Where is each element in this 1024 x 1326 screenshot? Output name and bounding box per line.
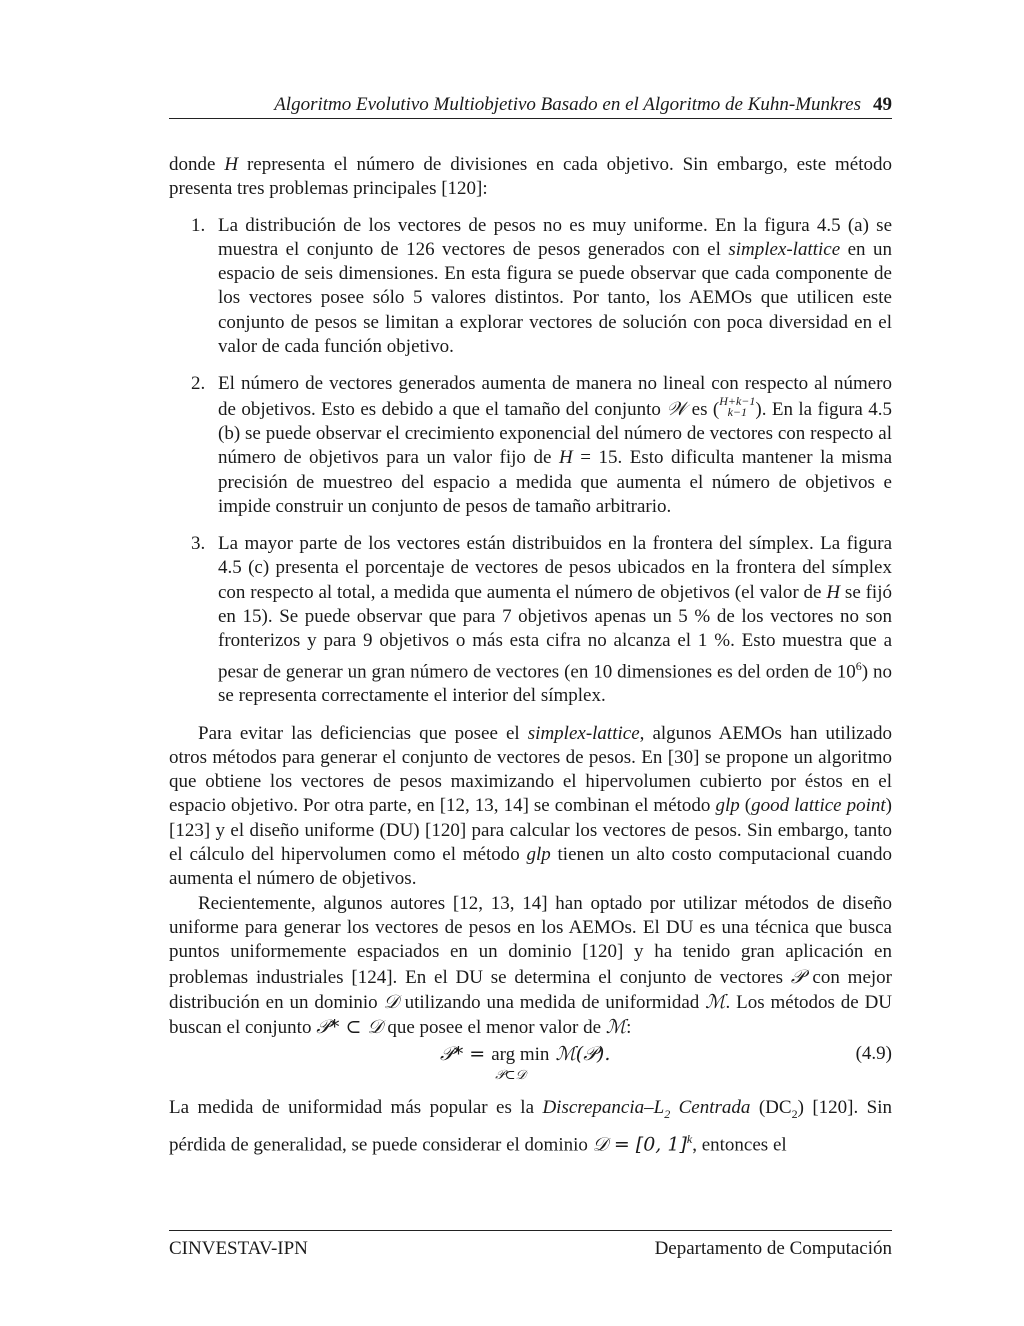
display-equation [169,1042,892,1092]
problem-list [169,214,892,709]
binomial: H+k−1 k−1 [719,394,756,420]
list-item: 1. La distribución de los vectores de pesos no es muy uniforme. En la figura 4.5 (a) se muestra el conjunto de 126 vectores de pesos generados con el simplex-lattice en un espacio de seis dimensiones. En esta figura se puede observar que cada componente de los vectores posee sólo 5 valores distintos. Por tanto, los AEMOs que utilicen este conjunto de pesos se limitan a explorar vectores de solución con poca diversidad en el valor de cada función objetivo. [191,214,892,358]
header-rule [169,118,892,119]
footer-left: CINVESTAV-IPN [169,1238,308,1259]
header-title: Algoritmo Evolutivo Multiobjetivo Basado en el Algoritmo de Kuhn-Munkres [274,94,861,115]
list-item: 3. La mayor parte de los vectores están distribuidos en la frontera del símplex. La figura 4.5 (c) presenta el porcentaje de vectores de pesos ubicados en la frontera del símplex con respecto al total, a medida que aumenta el número de objetivos (el valor de H se fijó en 15). Se puede observar que para 7 objetivos apenas un 5 % de los vectores no son fronterizos y para 9 objetivos o más esta cifra no alcanza el 1 %. Esto muestra que a pesar de generar un gran número de vectores (en 10 dimensiones es del orden de $10^6$) no se representa correctamente el interior del símplex. [191,533,892,707]
paragraph: Para evitar las deficiencias que posee el simplex-lattice, algunos AEMOs han utilizado otros métodos para generar el conjunto de vectores de pesos. En [30] se propone un algoritmo que obtiene los vectores de pesos maximizando el hipervolumen cubierto por éstos en el espacio objetivo. Por otra parte, en [12, 13, 14] se combinan el método glp (good lattice point) [123] y el diseño uniforme (DU) [120] para calcular los vectores de pesos. Sin embargo, tanto el cálculo del hipervolumen como el método glp tienen un alto costo computacional cuando aumenta el número de objetivos. [169,722,893,890]
page-number: 49 [873,94,892,115]
document-page [169,0,892,1326]
paragraph: Recientemente, algunos autores [12, 13, 14] han optado por utilizar métodos de diseño uniforme para generar los vectores de pesos en los AEMOs. El DU es una técnica que busca puntos uniformemente espaciados en un dominio [120] y ha tenido gran aplicación en problemas industriales [124]. En el DU se determina el conjunto de vectores 𝒫 con mejor distribución en un dominio 𝒟 utilizando una medida de uniformidad ℳ. Los métodos de DU buscan el conjunto 𝒫* ⊂ 𝒟 que posee el menor valor de ℳ: [169,892,893,1039]
list-item-number: 1. [191,214,206,236]
footer-rule [169,1230,892,1231]
intro-paragraph: donde H representa el número de divisiones en cada objetivo. Sin embargo, este método presenta tres problemas principales [120]: [169,154,892,200]
list-item-number: 2. [191,373,206,395]
body-text [169,153,892,1157]
paragraph: La medida de uniformidad más popular es la Discrepancia–$L_2$ Centrada $(DC_2)$ [120]. Sin pérdida de generalidad, se puede considerar el dominio 𝒟 = [0, 1]$^k$, entonces el [169,1097,892,1155]
argmin-operator: arg min 𝒫⊂𝒟 [491,1044,550,1084]
list-item-number: 3. [191,533,206,555]
equation-body: 𝒫* = arg min 𝒫⊂𝒟 ℳ(𝒫). [440,1043,611,1084]
list-item: 2. El número de vectores generados aumenta de manera no lineal con respecto al número de objetivos. Esto es debido a que el tamaño del conjunto 𝒲 es ( H+k−1 k−1 ). En la figura 4.5 (b) se puede observar el crecimiento exponencial del número de vectores con respecto al número de objetivos para un valor fijo de H = 15. Esto dificulta mantener la misma precisión de muestreo del espacio a medida que aumenta el número de objetivos e impide construir un conjunto de pesos de tamaño arbitrario. [191,373,893,517]
running-header [169,92,892,118]
math-symbol: 𝒲 [666,397,687,420]
equation-number: (4.9) [855,1043,892,1065]
footer-right: Departamento de Computación [654,1238,892,1259]
